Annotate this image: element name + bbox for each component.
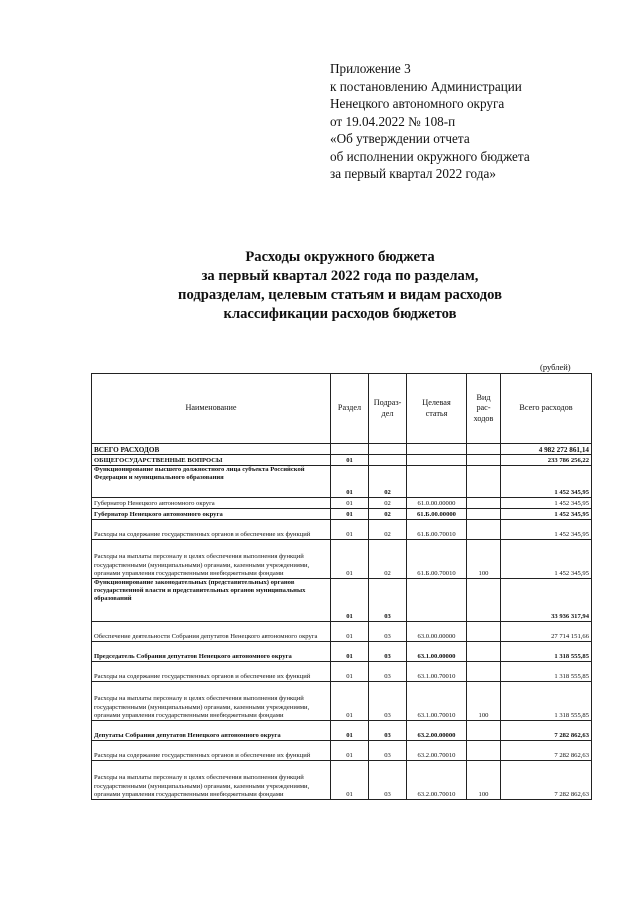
cell-kind — [467, 741, 501, 761]
header-section: Раздел — [331, 374, 369, 444]
cell-target: 63.1.00.70010 — [407, 662, 467, 682]
cell-kind — [467, 520, 501, 540]
cell-name: Обеспечение деятельности Собрания депутатов Ненецкого автономного округа — [92, 622, 331, 642]
cell-total: 1 452 345,95 — [501, 466, 592, 498]
cell-kind — [467, 444, 501, 455]
units-label: (рублей) — [540, 362, 571, 372]
cell-name: Расходы на выплаты персоналу в целях обеспечения выполнения функций государственными (муниципальными) органами, казенными учреждениями, органами управления государственными внебюджетными фондами — [92, 540, 331, 579]
cell-subsection: 03 — [369, 761, 407, 800]
cell-section: 01 — [331, 682, 369, 721]
table-row — [92, 520, 592, 540]
cell-total: 7 282 862,63 — [501, 741, 592, 761]
budget-table — [91, 373, 592, 800]
cell-target: 63.2.00.70010 — [407, 761, 467, 800]
cell-section: 01 — [331, 622, 369, 642]
cell-total: 1 452 345,95 — [501, 498, 592, 509]
cell-kind — [467, 662, 501, 682]
cell-name: Расходы на содержание государственных органов и обеспечение их функций — [92, 741, 331, 761]
cell-total: 233 786 256,22 — [501, 455, 592, 466]
cell-target: 63.1.00.70010 — [407, 682, 467, 721]
title-line: подразделам, целевым статьям и видам расходов — [178, 287, 502, 303]
table-row — [92, 682, 592, 721]
cell-subsection — [369, 455, 407, 466]
cell-name: ОБЩЕГОСУДАРСТВЕННЫЕ ВОПРОСЫ — [92, 455, 331, 466]
cell-kind — [467, 642, 501, 662]
table-row — [92, 579, 592, 622]
cell-name: Расходы на выплаты персоналу в целях обеспечения выполнения функций государственными (муниципальными) органами, казенными учреждениями, органами управления государственными внебюджетными фондами — [92, 682, 331, 721]
table-row — [92, 466, 592, 498]
cell-subsection: 03 — [369, 682, 407, 721]
table-row — [92, 498, 592, 509]
cell-subsection: 03 — [369, 642, 407, 662]
cell-section: 01 — [331, 721, 369, 741]
appendix-line: Приложение 3 — [330, 61, 411, 76]
cell-subsection: 03 — [369, 662, 407, 682]
appendix-line: об исполнении окружного бюджета — [330, 148, 530, 164]
cell-target — [407, 455, 467, 466]
table-row — [92, 761, 592, 800]
cell-name: Расходы на выплаты персоналу в целях обеспечения выполнения функций государственными (муниципальными) органами, казенными учреждениями, органами управления государственными внебюджетными фондами — [92, 761, 331, 800]
cell-name: Губернатор Ненецкого автономного округа — [92, 498, 331, 509]
cell-subsection: 02 — [369, 498, 407, 509]
table-row — [92, 455, 592, 466]
header-name: Наименование — [92, 374, 331, 444]
title-line: за первый квартал 2022 года по разделам, — [201, 268, 479, 284]
appendix-line: за первый квартал 2022 года» — [330, 166, 496, 181]
cell-total: 4 982 272 861,14 — [501, 444, 592, 455]
cell-section: 01 — [331, 520, 369, 540]
cell-subsection: 02 — [369, 540, 407, 579]
header-target: Целевая статья — [407, 374, 467, 444]
appendix-line: Ненецкого автономного округа — [330, 96, 505, 111]
cell-name: Расходы на содержание государственных органов и обеспечение их функций — [92, 520, 331, 540]
cell-target — [407, 444, 467, 455]
cell-total: 1 318 555,85 — [501, 662, 592, 682]
cell-kind — [467, 622, 501, 642]
cell-kind — [467, 721, 501, 741]
cell-kind: 100 — [467, 682, 501, 721]
cell-subsection: 02 — [369, 520, 407, 540]
cell-total: 1 452 345,95 — [501, 509, 592, 520]
cell-total: 1 452 345,95 — [501, 520, 592, 540]
table-row — [92, 642, 592, 662]
title-line: классификации расходов бюджетов — [223, 306, 457, 322]
cell-subsection: 02 — [369, 509, 407, 520]
header-total: Всего расходов — [501, 374, 592, 444]
document-title — [60, 248, 620, 324]
cell-kind — [467, 509, 501, 520]
cell-section: 01 — [331, 741, 369, 761]
cell-total: 27 714 151,66 — [501, 622, 592, 642]
cell-target: 63.2.00.70010 — [407, 741, 467, 761]
cell-name: ВСЕГО РАСХОДОВ — [92, 444, 331, 455]
table-row — [92, 622, 592, 642]
table-row — [92, 540, 592, 579]
cell-section: 01 — [331, 509, 369, 520]
cell-total: 1 318 555,85 — [501, 682, 592, 721]
cell-kind: 100 — [467, 761, 501, 800]
cell-subsection — [369, 444, 407, 455]
cell-section — [331, 444, 369, 455]
table-row — [92, 444, 592, 455]
cell-section: 01 — [331, 662, 369, 682]
cell-name: Председатель Собрания депутатов Ненецкого автономного округа — [92, 642, 331, 662]
appendix-line: от 19.04.2022 № 108-п — [330, 113, 456, 129]
cell-total: 7 282 862,63 — [501, 721, 592, 741]
cell-section: 01 — [331, 498, 369, 509]
cell-target — [407, 466, 467, 498]
appendix-line: к постановлению Администрации — [330, 78, 522, 94]
cell-kind: 100 — [467, 540, 501, 579]
cell-section: 01 — [331, 761, 369, 800]
cell-kind — [467, 579, 501, 622]
header-subsection: Подраз- дел — [369, 374, 407, 444]
cell-subsection: 03 — [369, 579, 407, 622]
cell-kind — [467, 455, 501, 466]
cell-subsection: 02 — [369, 466, 407, 498]
cell-total: 33 936 317,94 — [501, 579, 592, 622]
appendix-block — [330, 60, 630, 183]
cell-section: 01 — [331, 466, 369, 498]
cell-section: 01 — [331, 642, 369, 662]
cell-section: 01 — [331, 455, 369, 466]
cell-subsection: 03 — [369, 741, 407, 761]
appendix-line: «Об утверждении отчета — [330, 131, 470, 146]
cell-total: 7 282 862,63 — [501, 761, 592, 800]
cell-kind — [467, 466, 501, 498]
cell-section: 01 — [331, 540, 369, 579]
cell-kind — [467, 498, 501, 509]
cell-name: Функционирование высшего должностного лица субъекта Российской Федерации и муниципального образования — [92, 466, 331, 498]
cell-target: 61.0.00.00000 — [407, 498, 467, 509]
cell-name: Депутаты Собрания депутатов Ненецкого автономного округа — [92, 721, 331, 741]
table-row — [92, 741, 592, 761]
cell-total: 1 452 345,95 — [501, 540, 592, 579]
cell-target: 63.2.00.00000 — [407, 721, 467, 741]
cell-subsection: 03 — [369, 721, 407, 741]
cell-target: 63.1.00.00000 — [407, 642, 467, 662]
cell-target: 61.Б.00.70010 — [407, 520, 467, 540]
cell-subsection: 03 — [369, 622, 407, 642]
cell-total: 1 318 555,85 — [501, 642, 592, 662]
cell-name: Функционирование законодательных (представительных) органов государственной власти и представительных органов муниципальных образований — [92, 579, 331, 622]
cell-section: 01 — [331, 579, 369, 622]
cell-name: Расходы на содержание государственных органов и обеспечение их функций — [92, 662, 331, 682]
cell-name: Губернатор Ненецкого автономного округа — [92, 509, 331, 520]
cell-target: 61.Б.00.00000 — [407, 509, 467, 520]
header-kind: Вид рас- ходов — [467, 374, 501, 444]
table-row — [92, 721, 592, 741]
table-row — [92, 662, 592, 682]
table-row — [92, 509, 592, 520]
cell-target: 63.0.00.00000 — [407, 622, 467, 642]
cell-target — [407, 579, 467, 622]
table-header-row — [92, 374, 592, 444]
title-line: Расходы окружного бюджета — [245, 249, 435, 265]
cell-target: 61.Б.00.70010 — [407, 540, 467, 579]
